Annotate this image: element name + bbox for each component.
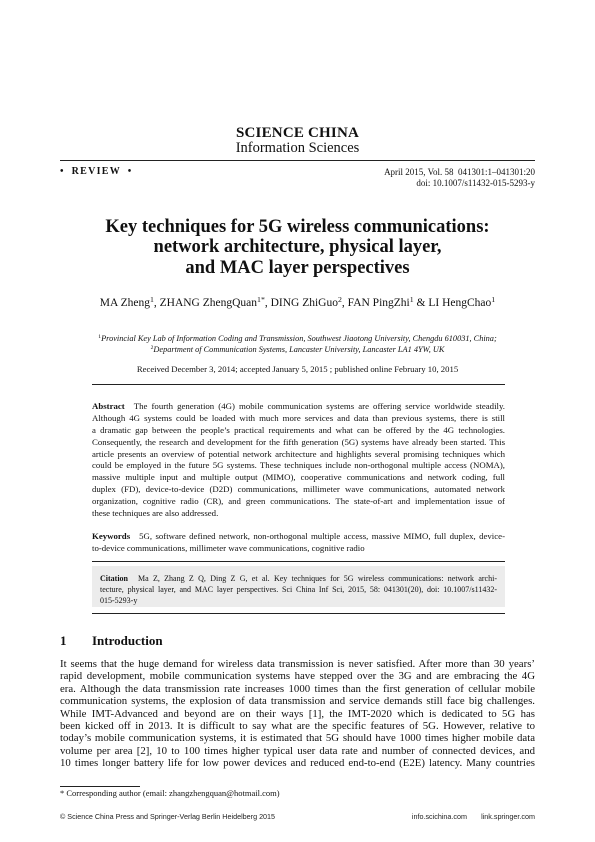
keywords: [92, 530, 505, 554]
body-line: era. Although the data transmission rate increases 1000 times than the first generation of cellular mobile: [60, 682, 535, 695]
citation: [100, 573, 497, 606]
footnote-rule: [60, 786, 140, 787]
doi: doi: 10.1007/s11432-015-5293-y: [416, 178, 535, 188]
citation-line: tecture, physical layer, and MAC layer perspectives. Sci China Inf Sci, 2015, 58: 041301(20), doi: 10.1007/s11432-: [100, 584, 497, 594]
header-rule: [60, 160, 535, 161]
abstract-line: Although 4G systems could be loaded with much more services and data than previous systems, there is still: [92, 412, 505, 423]
body-line: communication systems, the explosion of data transmission and service demands still face big challenges.: [60, 695, 535, 708]
abstract-line: Consequently, the research and development for the fifth generation (5G) systems have already been started. This: [92, 436, 505, 447]
author-affiliation-mark: 2: [338, 295, 342, 305]
publication-dates: Received December 3, 2014; accepted January 5, 2015 ; published online February 10, 2015: [136, 363, 459, 374]
citation-label: Citation: [100, 573, 128, 583]
affiliation: [0, 333, 595, 344]
affiliation-mark: 1: [98, 333, 102, 340]
abstract: [92, 401, 505, 520]
author-separator: ,: [153, 297, 160, 309]
journal-subtitle: Information Sciences: [235, 140, 360, 156]
citation-text: Ma Z, Zhang Z Q, Ding Z G, et al. Key techniques for 5G wireless communications: network archi-: [138, 573, 497, 583]
abstract-line: massive multiple input and multiple output (MIMO), cooperative communications and network coding, full: [92, 472, 505, 483]
author-list: [0, 296, 595, 311]
body-line: 10 times longer battery life for low power devices and reduced end-to-end (E2E) latency. Many countries: [60, 757, 535, 770]
section-number: 1: [60, 633, 67, 648]
body-line: While IMT-Advanced and beyond are on their ways [1], the IMT-2020 which is dedicated to 5G has: [60, 707, 535, 720]
affiliation-text: Provincial Key Lab of Information Coding and Transmission, Southwest Jiaotong University, Chengdu 610031, China;: [101, 333, 497, 343]
abstract-line: organization, cognitive radio (CR), and green communications. The state-of-art and implementation issue of: [92, 496, 505, 507]
affiliation-text: Department of Communication Systems, Lancaster University, Lancaster LA1 4YW, UK: [153, 344, 445, 354]
abstract-line: a dramatic gap between the people’s practical requirements and what can be offered by the 4G technologies.: [92, 424, 505, 435]
abstract-text: The fourth generation (4G) mobile communication systems are offering service worldwide steadily.: [133, 401, 505, 411]
author-affiliation-mark: 1: [491, 295, 496, 305]
journal-name: SCIENCE CHINA: [235, 125, 360, 141]
author-name: MA Zheng: [99, 297, 150, 309]
author-affiliation-mark: 1: [149, 295, 154, 305]
issue-info: April 2015, Vol. 58 041301:1–041301:20: [384, 167, 535, 177]
body-line: been kicked off in 2013. It is difficult to say what are the specific features of 5G. However, relative to: [60, 719, 535, 732]
abstract-line: could be employed in the future 5G systems. These techniques include non-orthogonal multiple access (NOMA),: [92, 460, 505, 471]
keywords-label: Keywords: [92, 531, 131, 541]
author-name: DING ZhiGuo: [270, 297, 338, 309]
abstract-line: these techniques are also addressed.: [92, 508, 219, 519]
keywords-line: [92, 530, 505, 542]
author-separator: &: [413, 297, 429, 309]
keywords-text: 5G, software defined network, non-orthogonal multiple access, massive MIMO, full duplex, device-: [139, 531, 505, 541]
affiliation-list: [0, 333, 595, 355]
title-line: network architecture, physical layer,: [153, 237, 442, 258]
affiliation: [0, 344, 595, 355]
citation-bottom-rule: [92, 613, 505, 614]
abstract-top-rule: [92, 384, 505, 385]
body-line: today’s mobile communication systems, it is estimated that 5G should have 1000 times higher mobile data: [60, 732, 535, 745]
abstract-label: Abstract: [92, 401, 125, 411]
author-name: ZHANG ZhengQuan: [159, 297, 258, 309]
body-line: volume per area [2], 10 to 100 times higher typical user data rate and number of connected devices, and: [60, 744, 535, 757]
body-line: It seems that the huge demand for wireless data transmission is never satisfied. After more than 30 years’: [60, 658, 535, 670]
corresponding-author-footnote: * Corresponding author (email: zhangzhengquan@hotmail.com): [60, 788, 280, 798]
paper-title: [0, 217, 595, 279]
keywords-line: to-device communications, millimeter wave communications, cognitive radio: [92, 543, 365, 553]
title-line: and MAC layer perspectives: [185, 257, 410, 278]
title-line: Key techniques for 5G wireless communications:: [105, 216, 490, 237]
footer-link-scichina: info.scichina.com: [411, 812, 467, 821]
author-separator: ,: [341, 297, 348, 309]
footer-link-springer: link.springer.com: [481, 812, 535, 821]
citation-line: [100, 573, 497, 584]
abstract-line: [92, 401, 505, 413]
citation-top-rule: [92, 561, 505, 562]
affiliation-mark: 2: [150, 344, 154, 351]
section-body: [60, 658, 535, 770]
author-affiliation-mark: 1*: [257, 295, 265, 305]
citation-line: 015-5293-y: [100, 595, 138, 605]
author-name: LI HengChao: [428, 297, 492, 309]
body-line: rapid development, mobile communication systems have stepped over the 3G and are embracing the 4G: [60, 670, 535, 683]
article-type-label: • REVIEW •: [60, 166, 133, 177]
author-name: FAN PingZhi: [347, 297, 410, 309]
copyright-notice: © Science China Press and Springer-Verlag Berlin Heidelberg 2015: [60, 812, 276, 821]
abstract-line: article presents an overview of potential network architecture and highlights several promising techniques which: [92, 448, 505, 459]
section-title: Introduction: [92, 633, 163, 648]
author-separator: ,: [264, 297, 271, 309]
abstract-line: duplex (FD), device-to-device (D2D) communications, millimeter wave communications, automated network: [92, 484, 505, 495]
author-affiliation-mark: 1: [409, 295, 414, 305]
